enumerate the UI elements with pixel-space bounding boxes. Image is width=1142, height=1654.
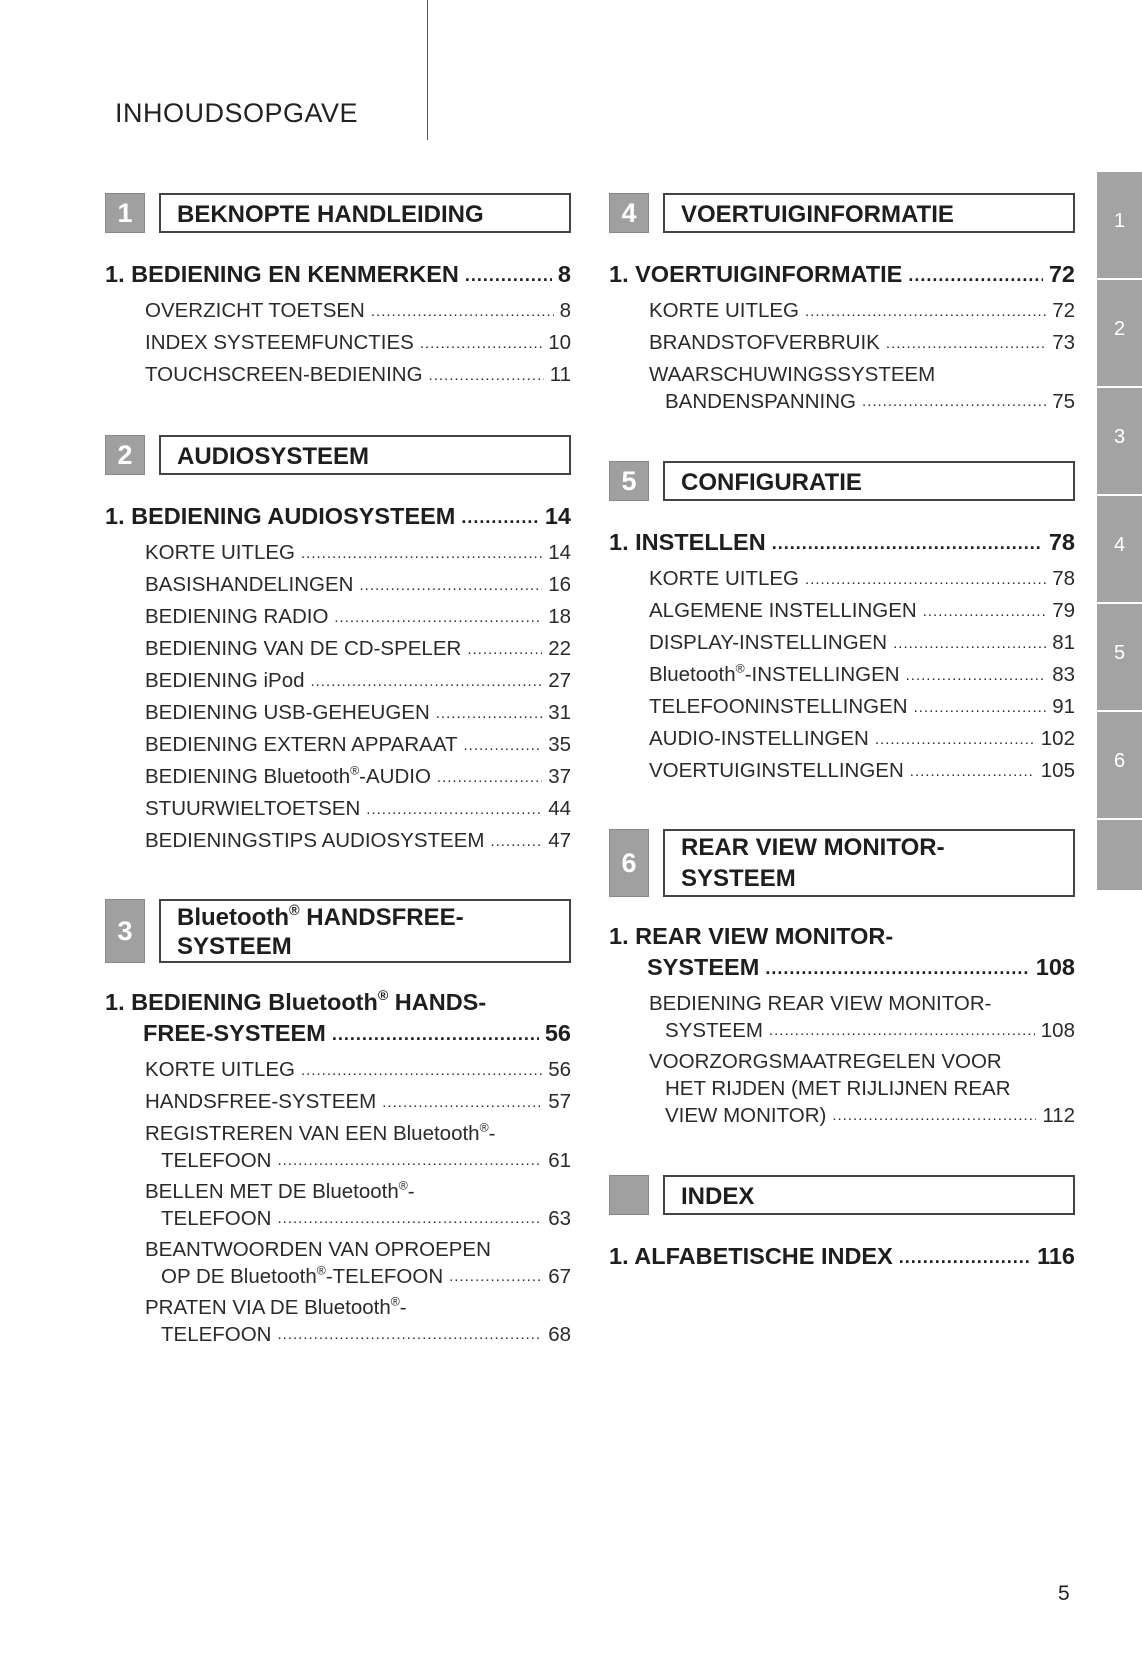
toc-item[interactable]: TELEFOONINSTELLINGEN ..... 91	[609, 693, 1075, 721]
toc-item[interactable]: STUURWIELTOETSEN ..... 44	[105, 795, 571, 823]
header-divider	[427, 0, 428, 140]
toc-item[interactable]: BEDIENINGSTIPS AUDIOSYSTEEM ..... 47	[105, 827, 571, 855]
section-number: 2	[105, 435, 145, 475]
chapter-entry[interactable]: 1. BEDIENING EN KENMERKEN ..... 8	[105, 259, 571, 290]
toc-item[interactable]: KORTE UITLEG ..... 56	[105, 1056, 571, 1084]
toc-item[interactable]: DISPLAY-INSTELLINGEN ..... 81	[609, 629, 1075, 657]
toc-item[interactable]: HANDSFREE-SYSTEEM ..... 57	[105, 1088, 571, 1116]
toc-item[interactable]: BEDIENING USB-GEHEUGEN ..... 31	[105, 699, 571, 727]
section-title: REAR VIEW MONITOR- SYSTEEM	[663, 829, 1075, 897]
chapter-entry[interactable]: 1. REAR VIEW MONITOR- SYSTEEM ..... 108	[609, 921, 1075, 983]
section-title: CONFIGURATIE	[663, 461, 1075, 501]
toc-item[interactable]: BELLEN MET DE Bluetooth®- TELEFOON ..... 63	[105, 1178, 571, 1232]
section-5-header[interactable]	[609, 461, 1075, 501]
toc-left-column	[105, 193, 571, 1348]
toc-item[interactable]: BASISHANDELINGEN ..... 16	[105, 571, 571, 599]
section-number: 6	[609, 829, 649, 897]
toc-item[interactable]: Bluetooth®-INSTELLINGEN ..... 83	[609, 661, 1075, 689]
side-tab-1[interactable]: 1	[1097, 172, 1142, 280]
toc-item[interactable]: ALGEMENE INSTELLINGEN ..... 79	[609, 597, 1075, 625]
chapter-entry[interactable]: 1. VOERTUIGINFORMATIE ..... 72	[609, 259, 1075, 290]
section-3-header[interactable]	[105, 899, 571, 963]
toc-item[interactable]: BRANDSTOFVERBRUIK ..... 73	[609, 329, 1075, 357]
section-number: 3	[105, 899, 145, 963]
chapter-entry[interactable]: 1. ALFABETISCHE INDEX ..... 116	[609, 1241, 1075, 1272]
section-title: AUDIOSYSTEEM	[159, 435, 571, 475]
side-tab-3[interactable]: 3	[1097, 388, 1142, 496]
side-tab-index[interactable]	[1097, 820, 1142, 892]
toc-item[interactable]: BEDIENING Bluetooth®-AUDIO ..... 37	[105, 763, 571, 791]
section-title: VOERTUIGINFORMATIE	[663, 193, 1075, 233]
toc-item[interactable]: BEDIENING REAR VIEW MONITOR- SYSTEEM ..... 108	[609, 990, 1075, 1044]
side-tab-5[interactable]: 5	[1097, 604, 1142, 712]
toc-item[interactable]: BEDIENING EXTERN APPARAAT ..... 35	[105, 731, 571, 759]
chapter-entry[interactable]: 1. INSTELLEN ..... 78	[609, 527, 1075, 558]
toc-item[interactable]: TOUCHSCREEN-BEDIENING ..... 11	[105, 361, 571, 389]
section-number: 4	[609, 193, 649, 233]
section-2-header[interactable]	[105, 435, 571, 475]
section-title: Bluetooth® HANDSFREE- SYSTEEM	[159, 899, 571, 963]
side-tab-4[interactable]: 4	[1097, 496, 1142, 604]
chapter-entry[interactable]: 1. BEDIENING Bluetooth® HANDS- FREE-SYSTEEM ..... 56	[105, 987, 571, 1049]
section-number: 5	[609, 461, 649, 501]
section-1-header[interactable]	[105, 193, 571, 233]
toc-item[interactable]: VOERTUIGINSTELLINGEN ..... 105	[609, 757, 1075, 785]
toc-item[interactable]: KORTE UITLEG ..... 72	[609, 297, 1075, 325]
section-6-header[interactable]	[609, 829, 1075, 897]
side-tab-6[interactable]: 6	[1097, 712, 1142, 820]
toc-item[interactable]: KORTE UITLEG ..... 78	[609, 565, 1075, 593]
toc-item[interactable]: PRATEN VIA DE Bluetooth®- TELEFOON ..... 68	[105, 1294, 571, 1348]
chapter-entry[interactable]: 1. BEDIENING AUDIOSYSTEEM ..... 14	[105, 501, 571, 532]
toc-right-column	[609, 193, 1075, 1272]
toc-item[interactable]: BEANTWOORDEN VAN OPROEPEN OP DE Bluetooth®-TELEFOON ..... 67	[105, 1236, 571, 1290]
page-number: 5	[1058, 1582, 1070, 1605]
toc-item[interactable]: AUDIO-INSTELLINGEN ..... 102	[609, 725, 1075, 753]
page-title: INHOUDSOPGAVE	[115, 98, 359, 128]
side-tab-2[interactable]: 2	[1097, 280, 1142, 388]
section-title: BEKNOPTE HANDLEIDING	[159, 193, 571, 233]
section-index-header[interactable]	[609, 1175, 1075, 1215]
toc-item[interactable]: BEDIENING RADIO ..... 18	[105, 603, 571, 631]
section-number: 1	[105, 193, 145, 233]
toc-item[interactable]: BEDIENING iPod ..... 27	[105, 667, 571, 695]
toc-item[interactable]: VOORZORGSMAATREGELEN VOOR HET RIJDEN (MET RIJLIJNEN REAR VIEW MONITOR) ..... 112	[609, 1048, 1075, 1129]
toc-item[interactable]: REGISTREREN VAN EEN Bluetooth®- TELEFOON ..... 61	[105, 1120, 571, 1174]
toc-item[interactable]: INDEX SYSTEEMFUNCTIES ..... 10	[105, 329, 571, 357]
toc-item[interactable]: KORTE UITLEG ..... 14	[105, 539, 571, 567]
toc-item[interactable]: OVERZICHT TOETSEN ..... 8	[105, 297, 571, 325]
chapter-side-tabs	[1097, 172, 1142, 892]
toc-item[interactable]: WAARSCHUWINGSSYSTEEM BANDENSPANNING ..... 75	[609, 361, 1075, 415]
toc-item[interactable]: BEDIENING VAN DE CD-SPELER ..... 22	[105, 635, 571, 663]
section-number	[609, 1175, 649, 1215]
section-4-header[interactable]	[609, 193, 1075, 233]
section-title: INDEX	[663, 1175, 1075, 1215]
